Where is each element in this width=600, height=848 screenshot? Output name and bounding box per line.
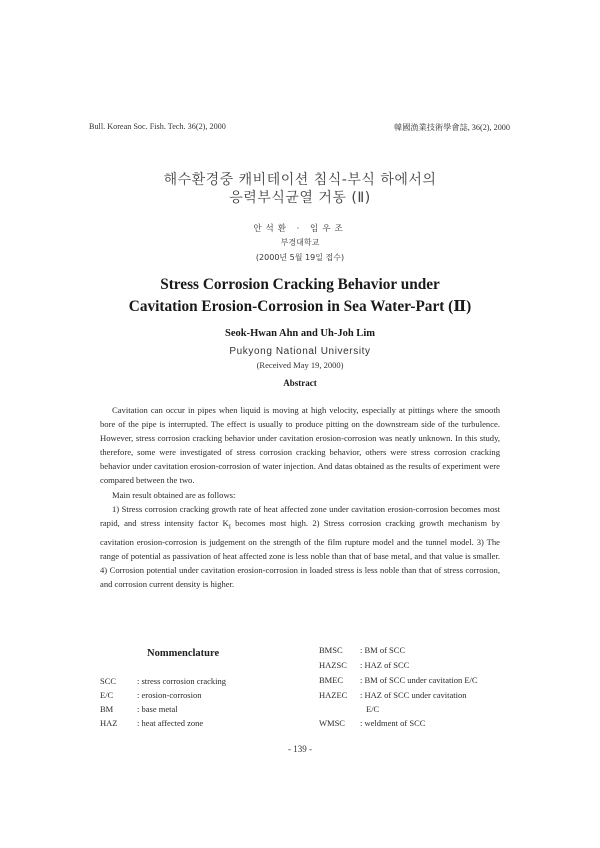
abstract-paragraph-2: Main result obtained are as follows: bbox=[112, 489, 236, 500]
nomenclature-entry-continuation bbox=[319, 704, 379, 714]
nomenclature-value: : erosion-corrosion bbox=[137, 690, 202, 700]
nomenclature-entry bbox=[100, 718, 203, 728]
english-authors: Seok-Hwan Ahn and Uh-Joh Lim bbox=[225, 328, 375, 339]
english-title-line1: Stress Corrosion Cracking Behavior under bbox=[160, 276, 440, 293]
korean-received-date: (2000년 5월 19일 접수) bbox=[255, 253, 345, 262]
nomenclature-value: : heat affected zone bbox=[137, 718, 204, 728]
nomenclature-key: BMEC bbox=[319, 675, 344, 685]
nomenclature-key: E/C bbox=[100, 690, 114, 700]
abstract-results-text-b: becomes most high. 2) Stress corrosion cracking growth mechanism by cavitation erosion-corrosion is judgement on the strength of the film rupture model and the tunnel model. 3) The range of potential as passivation of heat affected zone is less noble than that of base metal, and that value is smaller. 4) Corrosion potential under cavitation erosion-corrosion in loaded stress is less noble than that of stress corrosion, and corrosion current density is higher. bbox=[100, 517, 500, 589]
nomenclature-entry bbox=[100, 704, 178, 714]
nomenclature-entry bbox=[319, 718, 425, 728]
nomenclature-key: HAZEC bbox=[319, 690, 348, 700]
english-title-line2: Cavitation Erosion-Corrosion in Sea Water-Part (Ⅱ) bbox=[128, 298, 472, 315]
nomenclature-key: BM bbox=[100, 704, 114, 714]
korean-title-line2: 응력부식균열 거동 (Ⅱ) bbox=[229, 190, 371, 206]
english-affiliation: Pukyong National University bbox=[229, 346, 371, 357]
nomenclature-entry bbox=[319, 675, 478, 685]
nomenclature-key: HAZ bbox=[100, 718, 118, 728]
nomenclature-entry bbox=[100, 676, 226, 686]
english-title bbox=[0, 274, 600, 318]
abstract-heading: Abstract bbox=[283, 378, 317, 388]
nomenclature-title: Nommenclature bbox=[147, 648, 220, 659]
nomenclature-value: : weldment of SCC bbox=[360, 718, 426, 728]
nomenclature-entry bbox=[319, 690, 466, 700]
nomenclature-key: HAZSC bbox=[319, 660, 347, 670]
nomenclature-key: BMSC bbox=[319, 645, 343, 655]
english-received-date: (Received May 19, 2000) bbox=[256, 360, 344, 370]
nomenclature-value: : HAZ of SCC bbox=[360, 660, 410, 670]
nomenclature-entry bbox=[319, 645, 405, 655]
journal-header-left: Bull. Korean Soc. Fish. Tech. 36(2), 2000 bbox=[89, 122, 226, 131]
journal-header-right: 韓國漁業技術學會誌, 36(2), 2000 bbox=[394, 123, 510, 132]
nomenclature-value: E/C bbox=[366, 704, 380, 714]
nomenclature-value: : HAZ of SCC under cavitation bbox=[360, 690, 467, 700]
nomenclature-value: : stress corrosion cracking bbox=[137, 676, 226, 686]
k-subscript: I bbox=[228, 523, 231, 531]
nomenclature-value: : BM of SCC under cavitation E/C bbox=[360, 675, 478, 685]
nomenclature-entry bbox=[100, 690, 201, 700]
nomenclature-value: : base metal bbox=[137, 704, 178, 714]
nomenclature-key: WMSC bbox=[319, 718, 345, 728]
nomenclature-key: SCC bbox=[100, 676, 117, 686]
abstract-body bbox=[100, 403, 500, 591]
korean-title bbox=[0, 171, 600, 207]
abstract-paragraph-3 bbox=[100, 502, 500, 591]
abstract-results-text-a: 1) Stress corrosion cracking growth rate of heat affected zone under cavitation erosion-corrosion becomes most rapid, and stress intensity factor K bbox=[100, 503, 500, 528]
nomenclature-entry bbox=[319, 660, 409, 670]
korean-authors: 안석환 · 임우조 bbox=[253, 224, 347, 234]
abstract-paragraph-1: Cavitation can occur in pipes when liquid is moving at high velocity, especially at pittings where the smooth bore of the pipe is interrupted. The effect is usually to produce pitting on the downstream side of the turbulence. However, stress corrosion cracking behavior under cavitation erosion-corrosion was neatly unknown. In this study, therefore, some were investigated of stress corrosion cracking behavior, others were stress corrosion cracking behavior under cavitation erosion-corrosion of water injection. And datas obtained as the results of experiment were compared between the two. bbox=[100, 405, 500, 486]
nomenclature-value: : BM of SCC bbox=[360, 645, 406, 655]
page-number: - 139 - bbox=[288, 744, 312, 754]
korean-title-line1: 해수환경중 캐비테이션 침식-부식 하에서의 bbox=[163, 172, 437, 188]
korean-affiliation: 부경대학교 bbox=[280, 238, 320, 247]
